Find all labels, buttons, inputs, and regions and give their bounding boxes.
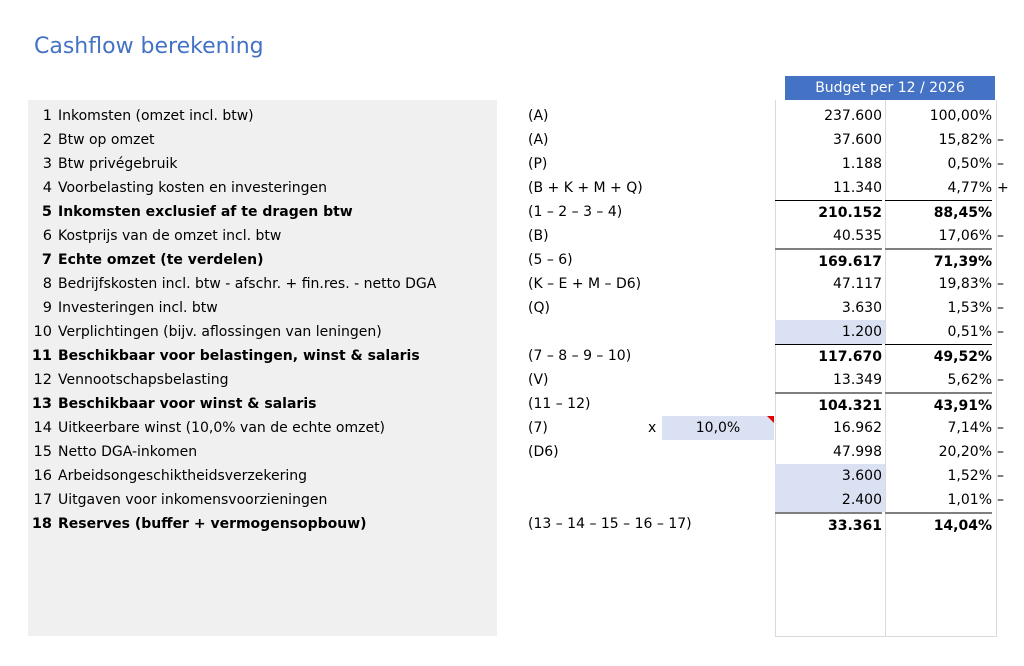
sign-indicator: –	[997, 276, 1004, 292]
sign-indicator: –	[997, 444, 1004, 460]
row-number: 14	[33, 420, 52, 436]
percent-cell[interactable]: 1,01%	[947, 492, 992, 508]
table-row-15	[0, 440, 1024, 464]
percent-cell[interactable]: 43,91%	[885, 392, 992, 418]
value-cell[interactable]: 169.617	[775, 248, 882, 274]
percent-cell[interactable]: 0,50%	[947, 156, 992, 172]
row-number: 8	[42, 276, 52, 292]
table-row-2	[0, 128, 1024, 152]
percent-cell[interactable]: 17,06%	[938, 228, 992, 244]
payout-rate-input[interactable]	[662, 416, 774, 440]
row-formula: (13 – 14 – 15 – 16 – 17)	[528, 516, 692, 532]
table-row-8	[0, 272, 1024, 296]
row-label: Kostprijs van de omzet incl. btw	[58, 228, 282, 244]
table-row-6	[0, 224, 1024, 248]
table-row-3	[0, 152, 1024, 176]
row-number: 16	[33, 468, 52, 484]
row-label: Inkomsten (omzet incl. btw)	[58, 108, 254, 124]
row-number: 11	[31, 348, 52, 364]
row-label: Uitkeerbare winst (10,0% van de echte omzet)	[58, 420, 386, 436]
percent-cell[interactable]: 14,04%	[885, 512, 992, 538]
row-number: 3	[42, 156, 52, 172]
row-number: 4	[42, 180, 52, 196]
percent-cell[interactable]: 4,77%	[947, 180, 992, 196]
value-cell[interactable]: 37.600	[833, 132, 882, 148]
value-cell[interactable]: 47.117	[833, 276, 882, 292]
percent-cell[interactable]: 19,83%	[938, 276, 992, 292]
sign-indicator: –	[997, 132, 1004, 148]
sign-indicator: –	[997, 420, 1004, 436]
column-header-budget[interactable]: Budget per 12 / 2026	[785, 76, 995, 100]
table-row-1	[0, 104, 1024, 128]
percent-cell[interactable]: 49,52%	[885, 344, 992, 369]
value-cell[interactable]: 1.188	[841, 156, 882, 172]
row-formula: (1 – 2 – 3 – 4)	[528, 204, 623, 220]
row-number: 1	[42, 108, 52, 124]
row-label: Uitgaven voor inkomensvoorzieningen	[58, 492, 328, 508]
value-cell[interactable]: 11.340	[833, 180, 882, 196]
row-formula: (7)	[528, 420, 548, 436]
percent-cell[interactable]: 100,00%	[929, 108, 992, 124]
value-cell[interactable]: 210.152	[775, 200, 882, 225]
row-formula: (7 – 8 – 9 – 10)	[528, 348, 632, 364]
sign-indicator: +	[997, 180, 1009, 196]
value-cell[interactable]: 47.998	[833, 444, 882, 460]
table-row-4	[0, 176, 1024, 200]
multiply-symbol: x	[648, 420, 657, 436]
row-label: Beschikbaar voor belastingen, winst & salaris	[58, 348, 420, 364]
value-cell[interactable]: 237.600	[824, 108, 882, 124]
row-formula: (B)	[528, 228, 549, 244]
row-number: 9	[42, 300, 52, 316]
comment-indicator-icon[interactable]	[767, 416, 774, 423]
percent-cell[interactable]: 71,39%	[885, 248, 992, 274]
table-row-9	[0, 296, 1024, 320]
percent-cell[interactable]: 0,51%	[947, 324, 992, 340]
percent-cell[interactable]: 15,82%	[938, 132, 992, 148]
percent-cell[interactable]: 1,53%	[947, 300, 992, 316]
row-label: Voorbelasting kosten en investeringen	[58, 180, 328, 196]
row-formula: (11 – 12)	[528, 396, 591, 412]
row-label: Vennootschapsbelasting	[58, 372, 229, 388]
sign-indicator: –	[997, 468, 1004, 484]
sign-indicator: –	[997, 300, 1004, 316]
table-row-18-total	[0, 512, 1024, 536]
row-formula: (5 – 6)	[528, 252, 573, 268]
table-row-14	[0, 416, 1024, 440]
value-cell[interactable]: 104.321	[775, 392, 882, 418]
row-formula: (P)	[528, 156, 548, 172]
row-label: Inkomsten exclusief af te dragen btw	[58, 204, 353, 220]
row-number: 2	[42, 132, 52, 148]
row-label: Btw privégebruik	[58, 156, 178, 172]
row-label: Netto DGA-inkomen	[58, 444, 198, 460]
row-number: 17	[33, 492, 52, 508]
row-formula: (B + K + M + Q)	[528, 180, 643, 196]
table-row-5-subtotal	[0, 200, 1024, 224]
value-cell[interactable]: 117.670	[775, 344, 882, 369]
row-label: Beschikbaar voor winst & salaris	[58, 396, 317, 412]
sign-indicator: –	[997, 156, 1004, 172]
value-cell[interactable]: 3.630	[841, 300, 882, 316]
row-label: Verplichtingen (bijv. aflossingen van leningen)	[58, 324, 382, 340]
sign-indicator: –	[997, 324, 1004, 340]
obligations-input[interactable]: 1.200	[775, 320, 885, 344]
row-formula: (A)	[528, 132, 549, 148]
table-row-17	[0, 488, 1024, 512]
value-cell[interactable]: 33.361	[775, 512, 882, 538]
page-title: Cashflow berekening	[34, 34, 264, 59]
row-formula: (K – E + M – D6)	[528, 276, 642, 292]
row-number: 15	[33, 444, 52, 460]
row-label: Reserves (buffer + vermogensopbouw)	[58, 516, 367, 532]
row-number: 12	[33, 372, 52, 388]
disability-insurance-input[interactable]: 3.600	[775, 464, 885, 488]
payout-rate-value: 10,0%	[695, 420, 741, 436]
value-cell[interactable]: 13.349	[833, 372, 882, 388]
table-row-11-subtotal	[0, 344, 1024, 368]
row-number: 7	[41, 252, 52, 268]
table-row-7-subtotal	[0, 248, 1024, 272]
row-formula: (A)	[528, 108, 549, 124]
row-number: 13	[31, 396, 52, 412]
row-number: 6	[42, 228, 52, 244]
row-formula: (Q)	[528, 300, 550, 316]
row-label: Investeringen incl. btw	[58, 300, 218, 316]
row-number: 10	[33, 324, 52, 340]
table-row-10	[0, 320, 1024, 344]
row-label: Btw op omzet	[58, 132, 155, 148]
row-formula: (D6)	[528, 444, 559, 460]
row-label: Bedrijfskosten incl. btw - afschr. + fin.res. - netto DGA	[58, 276, 437, 292]
sign-indicator: –	[997, 492, 1004, 508]
row-number: 18	[31, 516, 52, 532]
percent-cell[interactable]: 88,45%	[885, 200, 992, 225]
value-cell[interactable]: 16.962	[833, 420, 882, 436]
percent-cell[interactable]: 1,52%	[947, 468, 992, 484]
row-label: Echte omzet (te verdelen)	[58, 252, 264, 268]
row-number: 5	[41, 204, 52, 220]
table-row-12	[0, 368, 1024, 392]
table-row-13-subtotal	[0, 392, 1024, 416]
sign-indicator: –	[997, 372, 1004, 388]
percent-cell[interactable]: 20,20%	[938, 444, 992, 460]
percent-cell[interactable]: 7,14%	[947, 420, 992, 436]
income-provisions-input[interactable]: 2.400	[775, 488, 885, 512]
value-cell[interactable]: 40.535	[833, 228, 882, 244]
percent-cell[interactable]: 5,62%	[947, 372, 992, 388]
table-row-16	[0, 464, 1024, 488]
row-label: Arbeidsongeschiktheidsverzekering	[58, 468, 307, 484]
sign-indicator: –	[997, 228, 1004, 244]
row-formula: (V)	[528, 372, 549, 388]
